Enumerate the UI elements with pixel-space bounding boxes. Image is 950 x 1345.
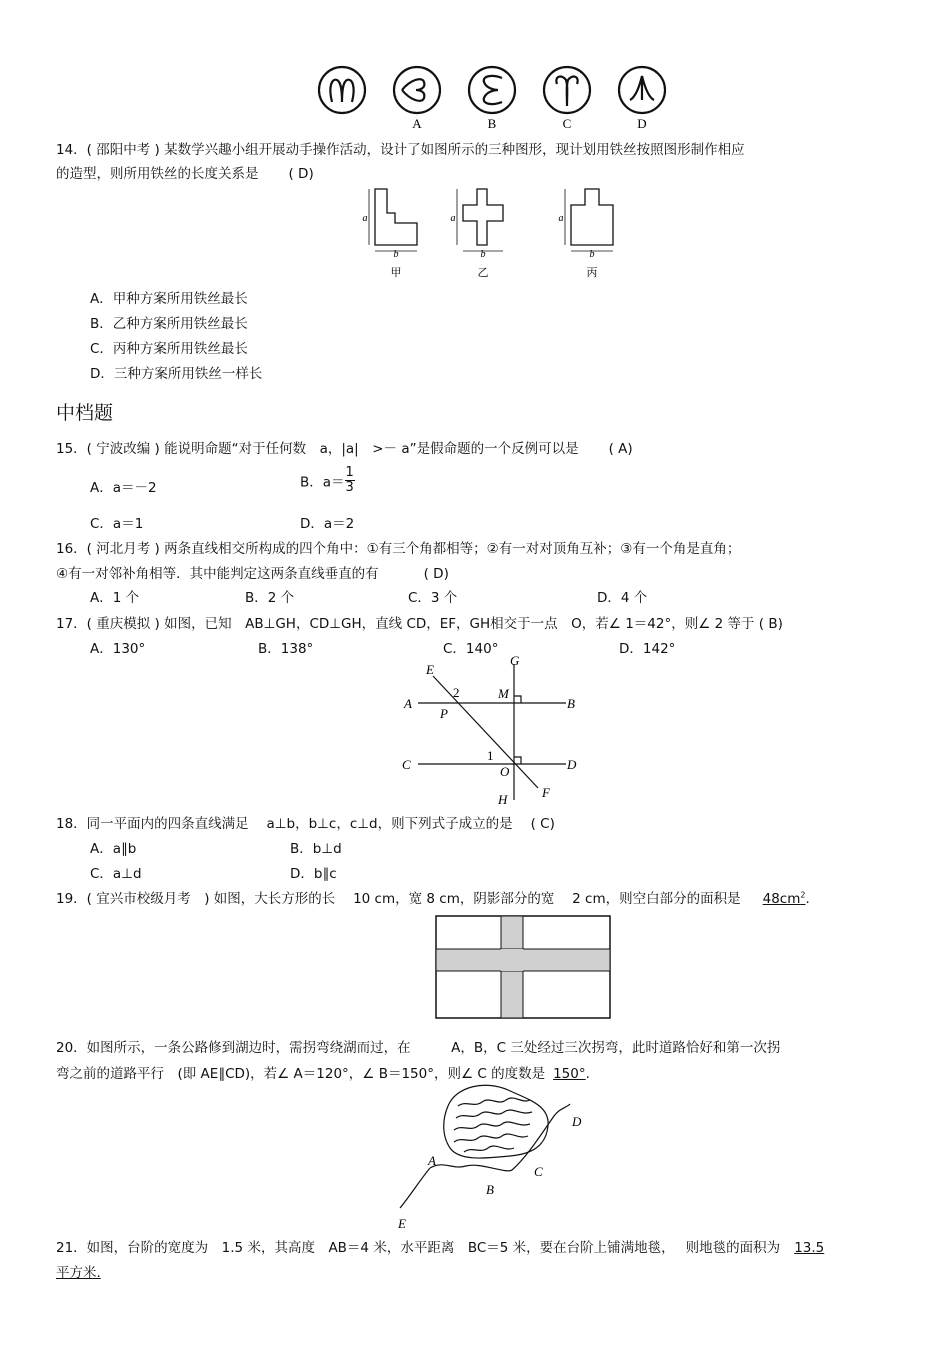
q14-fig-yi: 乙 (477, 267, 489, 279)
q17-label-2: 2 (453, 685, 460, 700)
q14-fig-jia: 甲 (390, 267, 402, 279)
q18-answer: ( C) (530, 816, 555, 832)
q18-option-b: B．b⊥d (290, 841, 342, 857)
q16-line2: ④有一对邻补角相等．其中能判定这两条直线垂直的有 ( D) (56, 566, 449, 582)
q18-option-c: C．a⊥d (90, 866, 142, 882)
q16-option-d: D．4 个 (597, 590, 648, 606)
q15-option-a: A．a＝－2 (90, 480, 157, 496)
q14-fig-b-1: b (393, 249, 399, 260)
q21-answer-1: 13.5 (794, 1240, 825, 1256)
q17-text: 17．( 重庆模拟 ) 如图，已知 AB⊥GH，CD⊥GH，直线 CD，EF，GH相交于一点 O，若∠ 1＝42°，则∠ 2 等于 ( B) (56, 616, 783, 632)
q14-option-c: C．丙种方案所用铁丝最长 (90, 341, 248, 357)
q17-option-a: A．130° (90, 641, 146, 657)
q20-answer: 150° (553, 1066, 586, 1082)
q15-option-c: C．a＝1 (90, 516, 144, 532)
q17-option-d: D．142° (619, 641, 676, 657)
q20-figure (390, 1078, 600, 1233)
q14-option-a: A．甲种方案所用铁丝最长 (90, 291, 248, 307)
q15-option-b: B．a＝ $\frac{1}{3}$ (300, 465, 354, 495)
q14-figure (355, 183, 625, 283)
q17-label-f: F (542, 785, 550, 800)
q17-option-b: B．138° (258, 641, 314, 657)
q15-frac-num: 1 (345, 465, 354, 480)
q17-label-p: P (440, 706, 448, 721)
q16-option-a: A．1 个 (90, 590, 140, 606)
q13-label-a: A (412, 116, 422, 131)
q18-text: 18．同一平面内的四条直线满足 a⊥b，b⊥c，c⊥d，则下列式子成立的是 ( C) (56, 816, 555, 832)
q14-text-line1: 14．( 邵阳中考 ) 某数学兴趣小组开展动手操作活动，设计了如图所示的三种图形，现计划用铁丝按照图形制作相应 (56, 142, 745, 158)
q18-option-d: D．b∥c (290, 866, 337, 882)
q17-label-h: H (498, 792, 508, 807)
q14-fig-a-3: a (558, 213, 564, 224)
q17-label-a: A (404, 696, 412, 711)
q14-fig-b-3: b (589, 249, 595, 260)
q14-fig-a-1: a (362, 213, 368, 224)
q20-label-a: A (428, 1153, 436, 1168)
q19-figure (435, 915, 613, 1021)
q14-option-d: D．三种方案所用铁丝一样长 (90, 366, 263, 382)
q15-text: 15．( 宁波改编 ) 能说明命题“对于任何数 a，|a| >－ a”是假命题的一个反例可以是 ( A) (56, 441, 633, 457)
q14-answer: ( D) (288, 166, 314, 182)
q15-frac-den: 3 (345, 480, 354, 495)
q20-line1: 20．如图所示，一条公路修到湖边时，需拐弯绕湖而过，在 A，B，C 三处经过三次拐弯，此时道路恰好和第一次拐 (56, 1040, 781, 1056)
q20-label-c: C (534, 1164, 543, 1179)
q20-label-b: B (486, 1182, 494, 1197)
q20-label-d: D (572, 1114, 582, 1129)
q17-option-c: C．140° (443, 641, 499, 657)
q14-text-line2: 的造型，则所用铁丝的长度关系是 ( D) (56, 166, 314, 182)
q20-line2: 弯之前的道路平行 (即 AE∥CD)，若∠ A＝120°，∠ B＝150°，则∠ C 的度数是 150°. (56, 1066, 590, 1082)
section-title: 中档题 (56, 402, 114, 424)
q17-label-1: 1 (487, 748, 494, 763)
q14-fig-bing: 丙 (586, 267, 598, 279)
q15-answer: ( A) (608, 441, 633, 457)
q17-label-g: G (510, 653, 520, 668)
q15-option-d: D．a＝2 (300, 516, 355, 532)
q17-figure (398, 652, 588, 810)
q13-label-c: C (562, 116, 572, 131)
q14-option-b: B．乙种方案所用铁丝最长 (90, 316, 248, 332)
q14-fig-a-2: a (450, 213, 456, 224)
q13-label-d: D (637, 116, 647, 131)
q17-label-b: B (567, 696, 575, 711)
q21-answer-2: 平方米. (56, 1265, 101, 1281)
q16-option-b: B．2 个 (245, 590, 295, 606)
q17-label-c: C (402, 757, 411, 772)
q16-option-c: C．3 个 (408, 590, 458, 606)
q17-label-o: O (500, 764, 510, 779)
q13-figure (312, 62, 672, 132)
q19-answer: $48cm^2$ (762, 890, 806, 907)
q16-line1: 16．( 河北月考 ) 两条直线相交所构成的四个角中：①有三个角都相等；②有一对对顶角互补；③有一个角是直角； (56, 541, 741, 557)
q20-label-e: E (398, 1216, 406, 1231)
q14-fig-b-2: b (480, 249, 486, 260)
q17-label-d: D (567, 757, 577, 772)
q21-line1: 21．如图，台阶的宽度为 1.5 米，其高度 AB＝4 米，水平距离 BC＝5 米，要在台阶上铺满地毯， 则地毯的面积为 13.5 (56, 1240, 825, 1256)
q18-option-a: A．a∥b (90, 841, 137, 857)
q19-text: 19．( 宜兴市校级月考 ) 如图，大长方形的长 10 cm，宽 8 cm，阴影部分的宽 2 cm，则空白部分的面积是 $48cm^2$. (56, 890, 810, 907)
q17-label-m: M (498, 686, 509, 701)
q17-label-e: E (426, 662, 434, 677)
q16-answer: ( D) (423, 566, 449, 582)
q13-label-b: B (487, 116, 497, 131)
